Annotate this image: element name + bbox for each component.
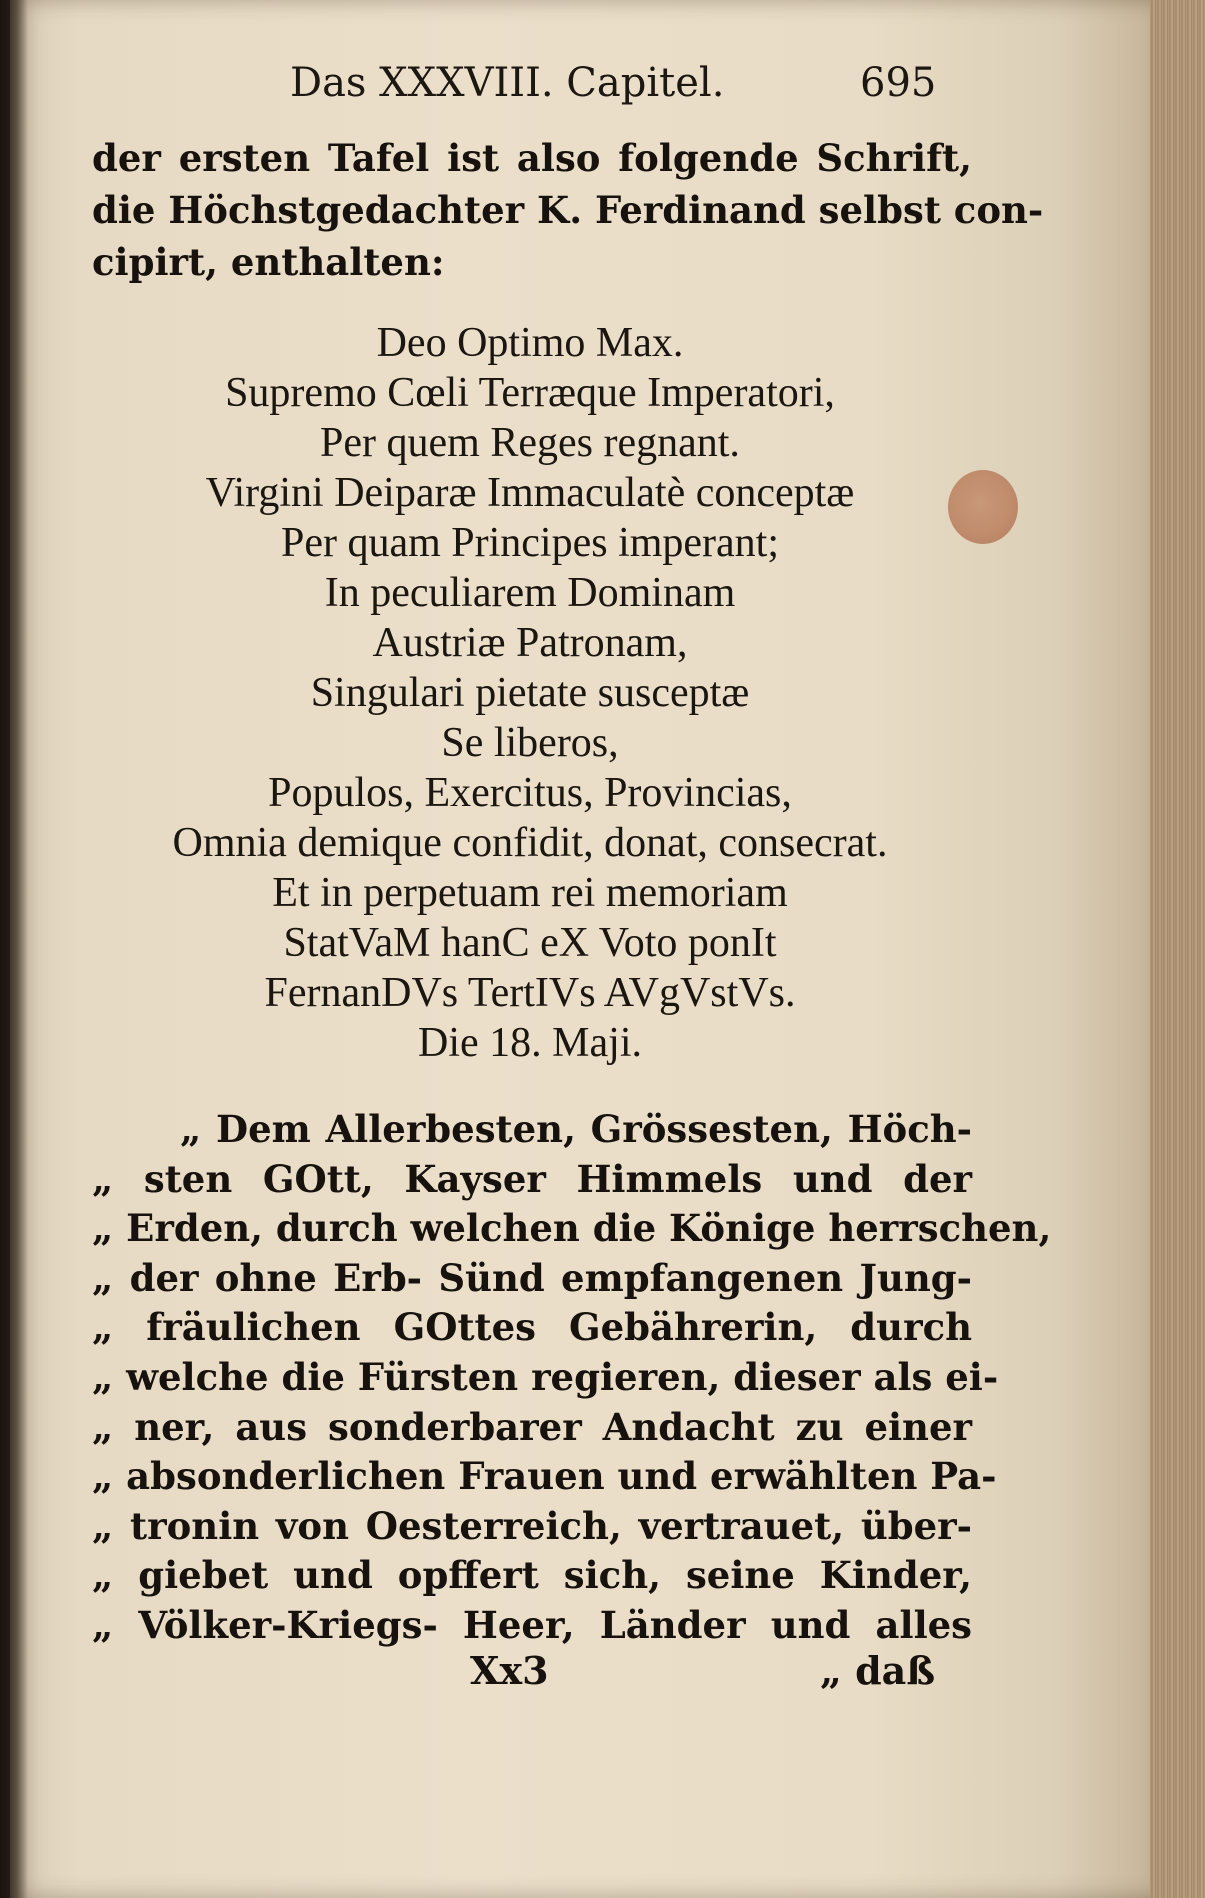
inscription-line: Se liberos, bbox=[441, 720, 619, 766]
inscription-line: Die 18. Maji. bbox=[418, 1020, 642, 1066]
translation-line: „ sten GOtt, Kayser Himmels und der bbox=[92, 1156, 972, 1201]
intro-paragraph bbox=[92, 132, 1044, 288]
translation-line: „ der ohne Erb- Sünd empfangenen Jung- bbox=[92, 1255, 972, 1300]
translation-line: „ Erden, durch welchen die Könige herrschen, bbox=[92, 1206, 1052, 1251]
running-header bbox=[280, 60, 950, 120]
inscription-line: Populos, Exercitus, Provincias, bbox=[268, 770, 792, 816]
page-footer bbox=[92, 1648, 972, 1708]
inscription-line: Per quem Reges regnant. bbox=[320, 420, 740, 466]
inscription-line: Singulari pietate susceptæ bbox=[310, 670, 750, 716]
translation-line: „ giebet und opffert sich, seine Kinder, bbox=[92, 1553, 972, 1598]
german-translation bbox=[92, 1105, 1052, 1651]
translation-line: „ tronin von Oesterreich, vertrauet, über- bbox=[92, 1503, 972, 1548]
intro-line: die Höchstgedachter K. Ferdinand selbst con- bbox=[92, 188, 1044, 232]
inscription-line: Omnia demique confidit, donat, consecrat. bbox=[172, 820, 888, 866]
catchword: „ daß bbox=[820, 1648, 936, 1693]
translation-line: „ ner, aus sonderbarer Andacht zu einer bbox=[92, 1404, 972, 1449]
inscription-line: In peculiarem Dominam bbox=[324, 570, 736, 616]
page-fore-edge bbox=[1150, 0, 1205, 1898]
chapter-title: Das XXXVIII. Capitel. bbox=[290, 60, 725, 106]
inscription-line: Per quam Principes imperant; bbox=[280, 520, 780, 566]
page-number: 695 bbox=[860, 60, 937, 106]
intro-line: cipirt, enthalten: bbox=[92, 240, 445, 284]
inscription-line: FernanDVs TertIVs AVgVstVs. bbox=[264, 970, 796, 1016]
inscription-line: StatVaM hanC eX Voto ponIt bbox=[283, 920, 777, 966]
inscription-line: Deo Optimo Max. bbox=[376, 320, 684, 366]
inscription-line: Virgini Deiparæ Immaculatè conceptæ bbox=[205, 470, 855, 516]
translation-line: „ absonderlichen Frauen und erwählten Pa- bbox=[92, 1454, 997, 1499]
signature-mark: Xx3 bbox=[470, 1648, 549, 1693]
translation-line: „ Völker-Kriegs- Heer, Länder und alles bbox=[92, 1602, 972, 1647]
translation-line: „ Dem Allerbesten, Grössesten, Höch- bbox=[180, 1107, 972, 1151]
translation-line: „ welche die Fürsten regieren, dieser als ei- bbox=[92, 1354, 999, 1399]
latin-inscription bbox=[80, 318, 980, 1068]
spine-shadow bbox=[0, 0, 28, 1898]
intro-line: der ersten Tafel ist also folgende Schrift, bbox=[92, 136, 972, 180]
translation-line: „ fräulichen GOttes Gebährerin, durch bbox=[92, 1305, 972, 1350]
inscription-line: Austriæ Patronam, bbox=[372, 620, 688, 666]
inscription-line: Supremo Cœli Terræque Imperatori, bbox=[225, 370, 835, 416]
inscription-line: Et in perpetuam rei memoriam bbox=[272, 870, 788, 916]
